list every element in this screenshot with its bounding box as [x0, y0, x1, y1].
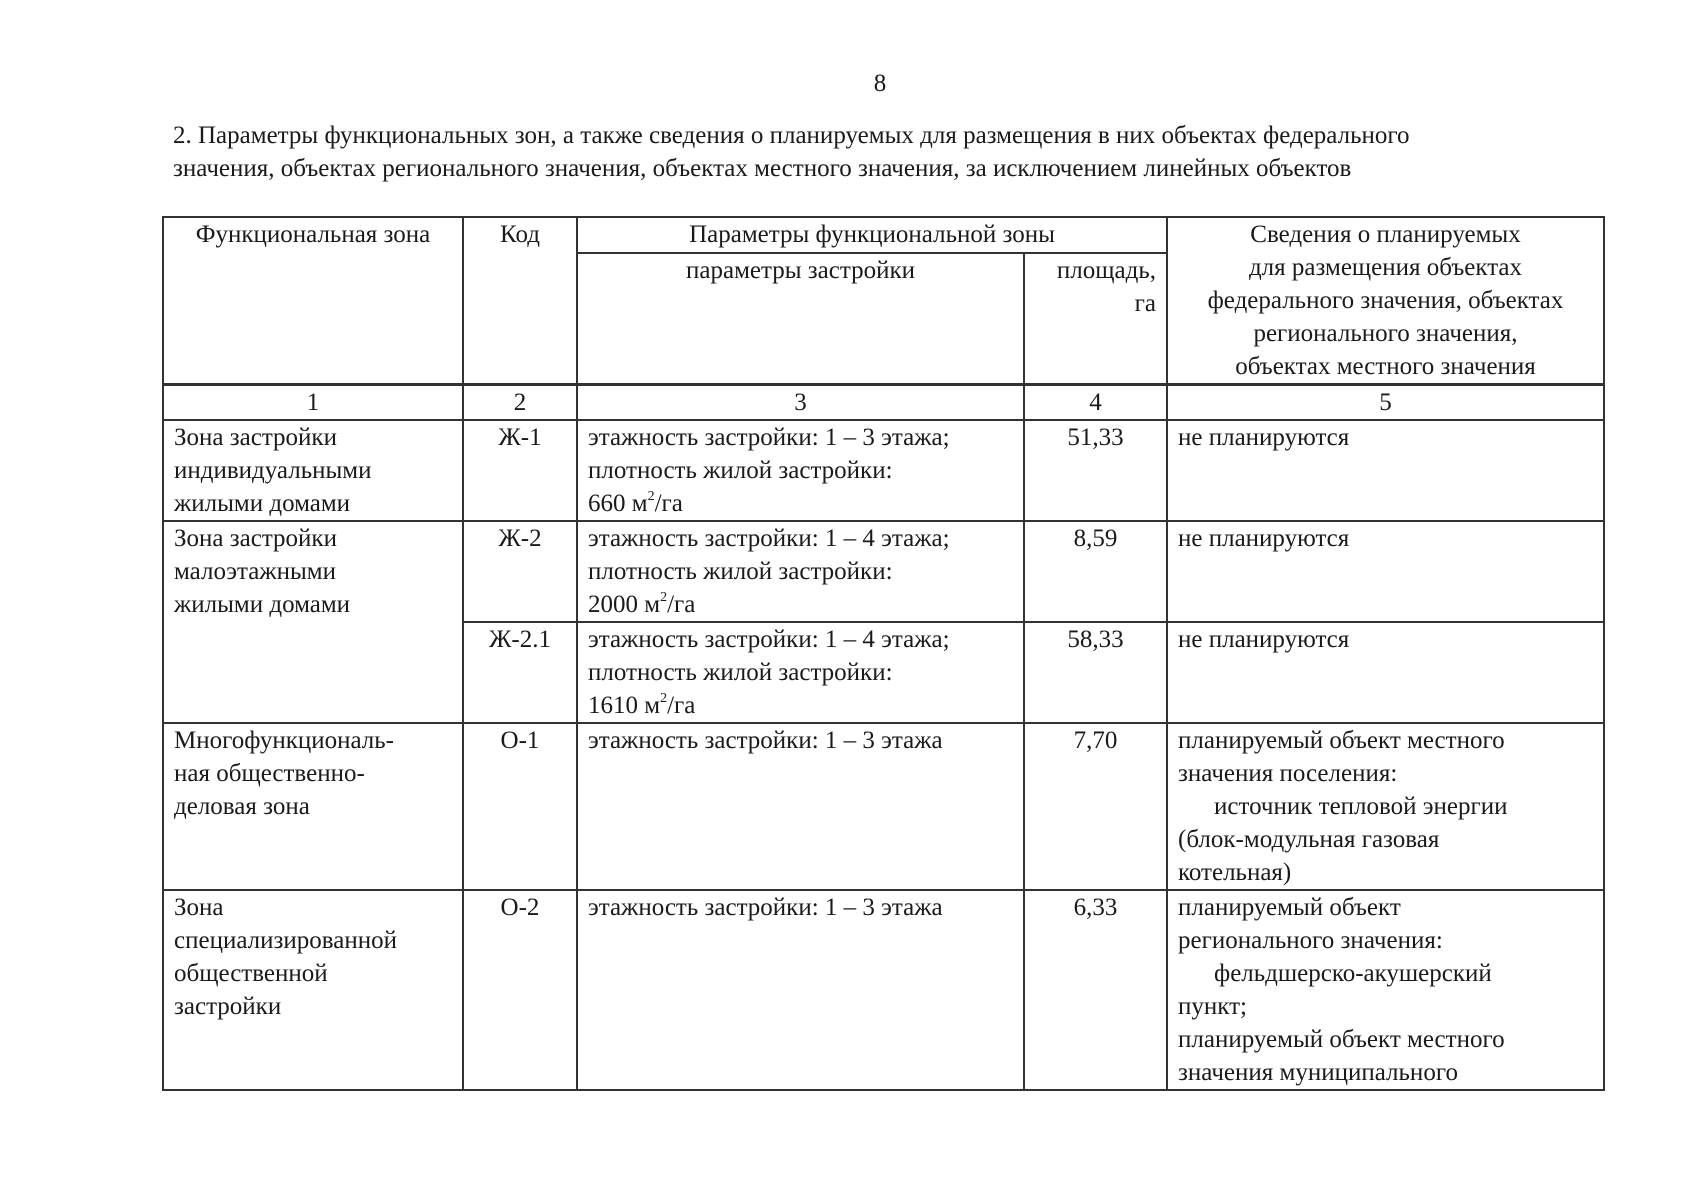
- params-cell: [577, 622, 1024, 723]
- zone-line: Зона застройки: [174, 424, 337, 451]
- info-line: значения поселения:: [1178, 760, 1398, 787]
- info-line: котельная): [1178, 859, 1292, 886]
- table-row: [163, 521, 1604, 622]
- area-cell: 7,70: [1024, 723, 1167, 890]
- info-line: фельдшерско-акушерский: [1214, 960, 1492, 987]
- info-line: планируемый объект: [1178, 894, 1401, 921]
- heading-line: значения, объектах регионального значения, объектах местного значения, за исключением линейных объектов: [173, 155, 1352, 182]
- zone-line: Многофункциональ-: [174, 727, 394, 754]
- param-line: этажность застройки: 1 – 4 этажа;: [588, 525, 950, 552]
- zone-line: общественной: [174, 960, 328, 987]
- code-cell: О-2: [463, 890, 577, 1090]
- zone-line: ная общественно-: [174, 760, 365, 787]
- params-cell: [577, 521, 1024, 622]
- info-cell: не планируются: [1167, 420, 1604, 521]
- params-cell: [577, 420, 1024, 521]
- page-number: 8: [873, 70, 887, 97]
- table-row: [163, 420, 1604, 521]
- zone-line: Зона застройки: [174, 525, 337, 552]
- zone-cell: [163, 723, 463, 890]
- header-info-line: федерального значения, объектах: [1207, 287, 1564, 314]
- info-cell: не планируются: [1167, 622, 1604, 723]
- zone-line: специализированной: [174, 927, 397, 954]
- code-cell: Ж-2.1: [463, 622, 577, 723]
- zone-cell: [163, 890, 463, 1090]
- params-cell: этажность застройки: 1 – 3 этажа: [577, 890, 1024, 1090]
- zone-line: Зона: [174, 894, 224, 921]
- zone-line: индивидуальными: [174, 457, 372, 484]
- param-line: плотность жилой застройки:: [588, 659, 893, 686]
- header-info-line: для размещения объектах: [1248, 254, 1523, 281]
- info-line: источник тепловой энергии: [1214, 793, 1508, 820]
- info-line: значения муниципального: [1178, 1059, 1458, 1086]
- header-zone: Функциональная зона: [163, 217, 463, 384]
- header-code: Код: [463, 217, 577, 384]
- column-number: 1: [163, 385, 463, 420]
- info-cell: [1167, 723, 1604, 890]
- header-params-group: Параметры функциональной зоны: [577, 217, 1167, 253]
- zone-line: малоэтажными: [174, 558, 336, 585]
- column-number: 5: [1167, 385, 1604, 420]
- header-build-params: параметры застройки: [577, 253, 1024, 384]
- info-line: (блок-модульная газовая: [1178, 826, 1440, 853]
- params-cell: этажность застройки: 1 – 3 этажа: [577, 723, 1024, 890]
- header-area-line: площадь,: [1056, 256, 1156, 284]
- area-cell: 51,33: [1024, 420, 1167, 521]
- info-line: пункт;: [1178, 993, 1247, 1020]
- zone-cell: [163, 521, 463, 723]
- code-cell: Ж-2: [463, 521, 577, 622]
- density-value: 1610 $м^2/га$: [588, 691, 696, 719]
- info-line: регионального значения:: [1178, 927, 1443, 954]
- column-number: 3: [577, 385, 1024, 420]
- zone-line: деловая зона: [174, 793, 310, 820]
- density-value: 660 $м^2/га$: [588, 489, 683, 517]
- info-line: планируемый объект местного: [1178, 1026, 1505, 1053]
- data-table: [162, 384, 1605, 1091]
- header-area-line: га: [1134, 289, 1156, 317]
- header-info-line: регионального значения,: [1253, 320, 1518, 347]
- zone-line: жилыми домами: [174, 490, 351, 517]
- code-cell: Ж-1: [463, 420, 577, 521]
- section-heading: [173, 119, 1633, 185]
- area-cell: 58,33: [1024, 622, 1167, 723]
- density-value: 2000 $м^2/га$: [588, 590, 696, 618]
- zone-line: жилыми домами: [174, 591, 351, 618]
- area-cell: 8,59: [1024, 521, 1167, 622]
- code-cell: О-1: [463, 723, 577, 890]
- param-line: плотность жилой застройки:: [588, 457, 893, 484]
- column-number: 2: [463, 385, 577, 420]
- heading-line: 2. Параметры функциональных зон, а также сведения о планируемых для размещения в них объектах федерального: [173, 122, 1410, 149]
- header-area: [1024, 253, 1167, 384]
- table-header: [162, 216, 1605, 385]
- info-line: планируемый объект местного: [1178, 727, 1505, 754]
- param-line: этажность застройки: 1 – 3 этажа;: [588, 424, 950, 451]
- table-row: [163, 723, 1604, 890]
- zone-cell: [163, 420, 463, 521]
- area-cell: 6,33: [1024, 890, 1167, 1090]
- column-number: 4: [1024, 385, 1167, 420]
- column-number-row: [163, 385, 1604, 420]
- info-cell: не планируются: [1167, 521, 1604, 622]
- param-line: этажность застройки: 1 – 4 этажа;: [588, 626, 950, 653]
- table-row: [163, 890, 1604, 1090]
- header-info: [1167, 217, 1604, 384]
- info-cell: [1167, 890, 1604, 1090]
- param-line: плотность жилой застройки:: [588, 558, 893, 585]
- header-info-line: объектах местного значения: [1235, 353, 1536, 380]
- header-info-line: Сведения о планируемых: [1250, 221, 1521, 248]
- zone-line: застройки: [174, 993, 282, 1020]
